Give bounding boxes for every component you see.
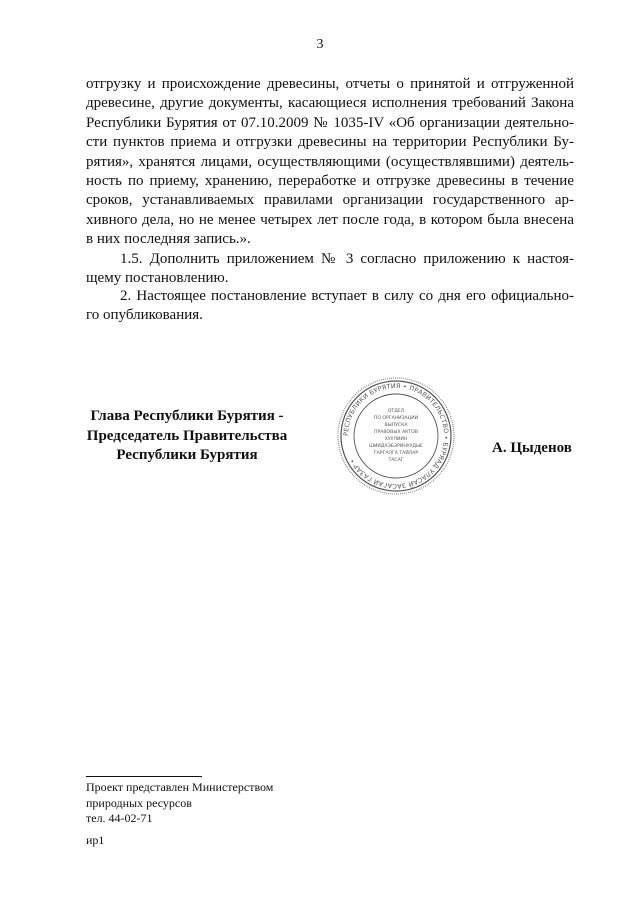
paragraph-item-2: [86, 287, 574, 326]
signatory-title-line: Республики Бурятия: [116, 447, 258, 463]
text-line: ность по приему, хранению, переработке и отгрузке древесины в течение: [86, 173, 574, 190]
text-line: в них последняя запись.».: [86, 231, 251, 248]
text-line: древесине, другие документы, касающиеся исполнения требований Закона: [86, 95, 574, 112]
signatory-title-line: Глава Республики Бурятия -: [90, 408, 284, 424]
text-line: хивного дела, но не менее четырех лет после года, в котором была внесена: [86, 211, 574, 228]
paragraph-item-1-5: [86, 250, 574, 289]
seal-text-line: ПО ОРГАНИЗАЦИИ: [373, 416, 419, 421]
svg-text:РЕСПУБЛИКИ БУРЯТИЯ • ПРАВИТЕЛЬ: [342, 382, 450, 490]
official-seal-stamp: [336, 376, 456, 496]
text-line: 1.5. Дополнить приложением № 3 согласно приложению к настоя-: [120, 251, 574, 267]
seal-outer-text: РЕСПУБЛИКИ БУРЯТИЯ • ПРАВИТЕЛЬСТВО • БУРЯАД УЛАСАЙ ЗАСАГАЙ ГАЗАР •: [341, 381, 451, 491]
seal-text-line: ХУУЛИИН: [384, 437, 408, 442]
text-line: Республики Бурятия от 07.10.2009 № 1035-IV «Об организации деятельно-: [86, 114, 574, 131]
text-line: 2. Настоящее постановление вступает в силу со дня его официально-: [120, 288, 574, 304]
footnote-line: тел. 44-02-71: [86, 811, 153, 825]
seal-text-line: ТАСАГ: [388, 458, 404, 463]
signatory-title-line: Председатель Правительства: [86, 427, 288, 444]
seal-text-line: ПРАВОВЫХ АКТОВ: [374, 430, 418, 435]
seal-text-line: ОТДЕЛ: [387, 409, 405, 414]
signatory-title: [78, 407, 296, 466]
body-text-item-2: [86, 287, 574, 326]
text-line: сти пунктов приема и отгрузки древесины на территории Республики Бу-: [86, 134, 574, 151]
text-line: сроков, устанавливаемых правилами организации государственного ар-: [86, 192, 574, 209]
page-number: 3: [316, 37, 324, 52]
footnote: [86, 780, 273, 827]
body-text: [86, 75, 574, 250]
seal-text-line: ГАРГАЛГА ТАЙЛАР: [373, 451, 419, 456]
seal-text-line: ШИИДХЭБЭРИНУУДЫЕ: [369, 444, 423, 449]
text-line: рятия», хранятся лицами, осуществляющими (осуществлявшими) деятель-: [86, 153, 574, 170]
text-line: го опубликования.: [86, 307, 203, 324]
body-text-item-1-5: [86, 250, 574, 289]
signatory-name: А. Цыденов: [492, 440, 572, 456]
footnote-line: Проект представлен Министерством: [86, 780, 274, 794]
footnote-divider: [86, 776, 202, 777]
document-code: ир1: [86, 833, 105, 847]
text-line: отгрузку и происхождение древесины, отчеты о принятой и отгруженной: [86, 76, 574, 92]
footnote-line: природных ресурсов: [86, 795, 192, 810]
seal-text-line: ВЫПУСКА: [384, 423, 408, 428]
text-line: щему постановлению.: [86, 270, 229, 287]
paragraph-continuation: [86, 75, 574, 250]
